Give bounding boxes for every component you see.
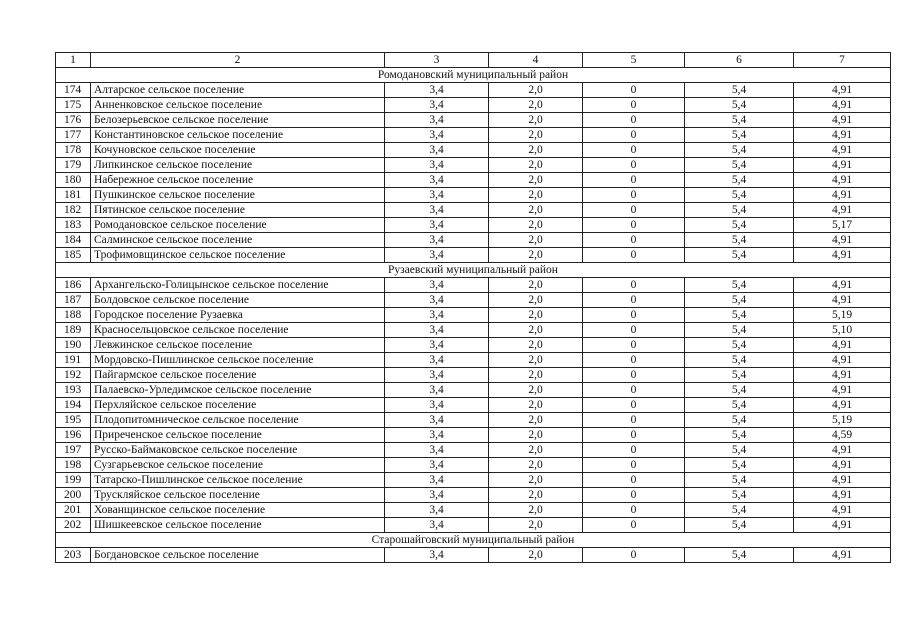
value-col3: 3,4 <box>385 473 489 488</box>
value-col4: 2,0 <box>489 413 583 428</box>
value-col5: 0 <box>583 503 685 518</box>
district-header-row <box>56 533 891 548</box>
value-col4: 2,0 <box>489 83 583 98</box>
table-row <box>56 203 891 218</box>
value-col7: 4,91 <box>794 128 891 143</box>
table-row <box>56 308 891 323</box>
value-col4: 2,0 <box>489 323 583 338</box>
value-col5: 0 <box>583 458 685 473</box>
value-col6: 5,4 <box>685 473 794 488</box>
settlement-name: Красносельцовское сельское поселение <box>91 323 385 338</box>
row-number: 182 <box>56 203 91 218</box>
value-col3: 3,4 <box>385 413 489 428</box>
row-number: 192 <box>56 368 91 383</box>
value-col3: 3,4 <box>385 443 489 458</box>
value-col4: 2,0 <box>489 293 583 308</box>
row-number: 183 <box>56 218 91 233</box>
value-col4: 2,0 <box>489 518 583 533</box>
table-row <box>56 368 891 383</box>
value-col3: 3,4 <box>385 113 489 128</box>
value-col3: 3,4 <box>385 218 489 233</box>
settlement-name: Белозерьевское сельское поселение <box>91 113 385 128</box>
value-col7: 5,19 <box>794 413 891 428</box>
value-col5: 0 <box>583 323 685 338</box>
value-col5: 0 <box>583 518 685 533</box>
value-col6: 5,4 <box>685 233 794 248</box>
value-col6: 5,4 <box>685 158 794 173</box>
value-col7: 4,91 <box>794 83 891 98</box>
value-col7: 4,91 <box>794 143 891 158</box>
value-col5: 0 <box>583 83 685 98</box>
settlement-name: Пушкинское сельское поселение <box>91 188 385 203</box>
row-number: 185 <box>56 248 91 263</box>
column-header: 2 <box>91 53 385 68</box>
value-col7: 4,91 <box>794 398 891 413</box>
settlement-name: Трускляйское сельское поселение <box>91 488 385 503</box>
row-number: 179 <box>56 158 91 173</box>
value-col4: 2,0 <box>489 203 583 218</box>
value-col3: 3,4 <box>385 188 489 203</box>
value-col6: 5,4 <box>685 113 794 128</box>
value-col4: 2,0 <box>489 353 583 368</box>
value-col5: 0 <box>583 353 685 368</box>
value-col4: 2,0 <box>489 383 583 398</box>
row-number: 187 <box>56 293 91 308</box>
value-col5: 0 <box>583 278 685 293</box>
value-col5: 0 <box>583 398 685 413</box>
table-row <box>56 398 891 413</box>
table-row <box>56 383 891 398</box>
value-col7: 5,10 <box>794 323 891 338</box>
row-number: 195 <box>56 413 91 428</box>
value-col6: 5,4 <box>685 398 794 413</box>
value-col4: 2,0 <box>489 368 583 383</box>
value-col5: 0 <box>583 308 685 323</box>
settlement-name: Пайгармское сельское поселение <box>91 368 385 383</box>
district-title: Старошайговский муниципальный район <box>56 533 891 548</box>
value-col7: 4,91 <box>794 248 891 263</box>
settlement-name: Левжинское сельское поселение <box>91 338 385 353</box>
value-col4: 2,0 <box>489 503 583 518</box>
value-col7: 5,19 <box>794 308 891 323</box>
value-col5: 0 <box>583 143 685 158</box>
row-number: 174 <box>56 83 91 98</box>
value-col3: 3,4 <box>385 158 489 173</box>
value-col7: 4,91 <box>794 458 891 473</box>
value-col3: 3,4 <box>385 83 489 98</box>
value-col6: 5,4 <box>685 143 794 158</box>
settlement-name: Болдовское сельское поселение <box>91 293 385 308</box>
value-col3: 3,4 <box>385 98 489 113</box>
settlement-name: Палаевско-Урледимское сельское поселение <box>91 383 385 398</box>
settlement-name: Салминское сельское поселение <box>91 233 385 248</box>
value-col3: 3,4 <box>385 323 489 338</box>
value-col3: 3,4 <box>385 203 489 218</box>
table-row <box>56 323 891 338</box>
settlement-name: Русско-Баймаковское сельское поселение <box>91 443 385 458</box>
value-col6: 5,4 <box>685 248 794 263</box>
settlement-name: Плодопитомническое сельское поселение <box>91 413 385 428</box>
table-row <box>56 353 891 368</box>
value-col5: 0 <box>583 428 685 443</box>
settlement-name: Набережное сельское поселение <box>91 173 385 188</box>
value-col6: 5,4 <box>685 488 794 503</box>
value-col3: 3,4 <box>385 503 489 518</box>
table-row <box>56 293 891 308</box>
value-col3: 3,4 <box>385 368 489 383</box>
settlement-name: Кочуновское сельское поселение <box>91 143 385 158</box>
value-col7: 4,91 <box>794 503 891 518</box>
value-col4: 2,0 <box>489 398 583 413</box>
row-number: 199 <box>56 473 91 488</box>
value-col3: 3,4 <box>385 353 489 368</box>
value-col7: 4,91 <box>794 278 891 293</box>
district-title: Ромодановский муниципальный район <box>56 68 891 83</box>
table-row <box>56 188 891 203</box>
value-col5: 0 <box>583 488 685 503</box>
value-col5: 0 <box>583 248 685 263</box>
row-number: 181 <box>56 188 91 203</box>
value-col6: 5,4 <box>685 83 794 98</box>
table-row <box>56 413 891 428</box>
value-col5: 0 <box>583 383 685 398</box>
row-number: 203 <box>56 548 91 563</box>
column-header: 1 <box>56 53 91 68</box>
column-header: 5 <box>583 53 685 68</box>
value-col6: 5,4 <box>685 128 794 143</box>
value-col7: 4,91 <box>794 353 891 368</box>
value-col5: 0 <box>583 338 685 353</box>
value-col7: 4,91 <box>794 233 891 248</box>
value-col3: 3,4 <box>385 278 489 293</box>
value-col4: 2,0 <box>489 188 583 203</box>
value-col7: 4,91 <box>794 113 891 128</box>
table-row <box>56 98 891 113</box>
row-number: 184 <box>56 233 91 248</box>
settlements-table <box>55 52 891 563</box>
value-col4: 2,0 <box>489 233 583 248</box>
value-col4: 2,0 <box>489 548 583 563</box>
settlement-name: Богдановское сельское поселение <box>91 548 385 563</box>
value-col4: 2,0 <box>489 308 583 323</box>
value-col3: 3,4 <box>385 398 489 413</box>
table-row <box>56 503 891 518</box>
row-number: 180 <box>56 173 91 188</box>
value-col6: 5,4 <box>685 443 794 458</box>
value-col7: 4,59 <box>794 428 891 443</box>
table-row <box>56 473 891 488</box>
settlement-name: Мордовско-Пишлинское сельское поселение <box>91 353 385 368</box>
value-col3: 3,4 <box>385 428 489 443</box>
value-col5: 0 <box>583 158 685 173</box>
value-col7: 4,91 <box>794 368 891 383</box>
table-row <box>56 338 891 353</box>
value-col6: 5,4 <box>685 188 794 203</box>
column-header: 7 <box>794 53 891 68</box>
table-row <box>56 173 891 188</box>
value-col6: 5,4 <box>685 293 794 308</box>
row-number: 186 <box>56 278 91 293</box>
settlement-name: Пятинское сельское поселение <box>91 203 385 218</box>
value-col5: 0 <box>583 173 685 188</box>
table-body <box>56 53 891 563</box>
column-header: 4 <box>489 53 583 68</box>
value-col6: 5,4 <box>685 548 794 563</box>
value-col4: 2,0 <box>489 458 583 473</box>
table-row <box>56 428 891 443</box>
table-row <box>56 548 891 563</box>
value-col6: 5,4 <box>685 428 794 443</box>
value-col5: 0 <box>583 113 685 128</box>
settlement-name: Шишкеевское сельское поселение <box>91 518 385 533</box>
row-number: 198 <box>56 458 91 473</box>
settlement-name: Перхляйское сельское поселение <box>91 398 385 413</box>
table-row <box>56 158 891 173</box>
value-col7: 4,91 <box>794 338 891 353</box>
table-row <box>56 143 891 158</box>
value-col6: 5,4 <box>685 98 794 113</box>
value-col4: 2,0 <box>489 143 583 158</box>
value-col5: 0 <box>583 368 685 383</box>
value-col5: 0 <box>583 98 685 113</box>
district-title: Рузаевский муниципальный район <box>56 263 891 278</box>
value-col5: 0 <box>583 293 685 308</box>
table-row <box>56 83 891 98</box>
value-col5: 0 <box>583 218 685 233</box>
value-col6: 5,4 <box>685 173 794 188</box>
value-col5: 0 <box>583 188 685 203</box>
settlement-name: Липкинское сельское поселение <box>91 158 385 173</box>
value-col7: 4,91 <box>794 443 891 458</box>
value-col3: 3,4 <box>385 173 489 188</box>
value-col7: 4,91 <box>794 173 891 188</box>
value-col6: 5,4 <box>685 383 794 398</box>
row-number: 190 <box>56 338 91 353</box>
table-row <box>56 488 891 503</box>
settlement-name: Приреченское сельское поселение <box>91 428 385 443</box>
value-col4: 2,0 <box>489 218 583 233</box>
value-col5: 0 <box>583 128 685 143</box>
row-number: 177 <box>56 128 91 143</box>
settlement-name: Трофимовщинское сельское поселение <box>91 248 385 263</box>
value-col7: 4,91 <box>794 158 891 173</box>
row-number: 191 <box>56 353 91 368</box>
value-col6: 5,4 <box>685 368 794 383</box>
value-col4: 2,0 <box>489 248 583 263</box>
value-col3: 3,4 <box>385 338 489 353</box>
column-header: 3 <box>385 53 489 68</box>
column-header: 6 <box>685 53 794 68</box>
row-number: 178 <box>56 143 91 158</box>
row-number: 200 <box>56 488 91 503</box>
settlement-name: Сузгарьевское сельское поселение <box>91 458 385 473</box>
value-col7: 5,17 <box>794 218 891 233</box>
value-col3: 3,4 <box>385 143 489 158</box>
value-col6: 5,4 <box>685 203 794 218</box>
value-col7: 4,91 <box>794 383 891 398</box>
row-number: 189 <box>56 323 91 338</box>
value-col3: 3,4 <box>385 488 489 503</box>
value-col6: 5,4 <box>685 503 794 518</box>
value-col3: 3,4 <box>385 128 489 143</box>
table-row <box>56 278 891 293</box>
value-col4: 2,0 <box>489 128 583 143</box>
table-row <box>56 233 891 248</box>
value-col4: 2,0 <box>489 443 583 458</box>
row-number: 197 <box>56 443 91 458</box>
value-col4: 2,0 <box>489 428 583 443</box>
row-number: 201 <box>56 503 91 518</box>
value-col5: 0 <box>583 548 685 563</box>
row-number: 193 <box>56 383 91 398</box>
value-col3: 3,4 <box>385 518 489 533</box>
value-col7: 4,91 <box>794 473 891 488</box>
value-col6: 5,4 <box>685 338 794 353</box>
value-col7: 4,91 <box>794 98 891 113</box>
column-header-row <box>56 53 891 68</box>
value-col4: 2,0 <box>489 278 583 293</box>
row-number: 196 <box>56 428 91 443</box>
value-col3: 3,4 <box>385 383 489 398</box>
value-col3: 3,4 <box>385 233 489 248</box>
table-row <box>56 128 891 143</box>
value-col3: 3,4 <box>385 458 489 473</box>
value-col4: 2,0 <box>489 158 583 173</box>
value-col5: 0 <box>583 473 685 488</box>
value-col6: 5,4 <box>685 218 794 233</box>
settlement-name: Константиновское сельское поселение <box>91 128 385 143</box>
value-col5: 0 <box>583 203 685 218</box>
value-col4: 2,0 <box>489 173 583 188</box>
value-col7: 4,91 <box>794 293 891 308</box>
value-col3: 3,4 <box>385 548 489 563</box>
value-col3: 3,4 <box>385 293 489 308</box>
settlement-name: Хованщинское сельское поселение <box>91 503 385 518</box>
table-row <box>56 218 891 233</box>
settlement-name: Татарско-Пишлинское сельское поселение <box>91 473 385 488</box>
district-header-row <box>56 68 891 83</box>
table-row <box>56 518 891 533</box>
value-col5: 0 <box>583 443 685 458</box>
value-col4: 2,0 <box>489 473 583 488</box>
table-row <box>56 248 891 263</box>
table-row <box>56 458 891 473</box>
value-col7: 4,91 <box>794 188 891 203</box>
value-col6: 5,4 <box>685 353 794 368</box>
settlement-name: Анненковское сельское поселение <box>91 98 385 113</box>
value-col7: 4,91 <box>794 488 891 503</box>
value-col7: 4,91 <box>794 203 891 218</box>
row-number: 175 <box>56 98 91 113</box>
row-number: 194 <box>56 398 91 413</box>
row-number: 176 <box>56 113 91 128</box>
value-col6: 5,4 <box>685 413 794 428</box>
district-header-row <box>56 263 891 278</box>
value-col6: 5,4 <box>685 518 794 533</box>
row-number: 188 <box>56 308 91 323</box>
row-number: 202 <box>56 518 91 533</box>
value-col3: 3,4 <box>385 248 489 263</box>
value-col5: 0 <box>583 413 685 428</box>
value-col6: 5,4 <box>685 458 794 473</box>
value-col4: 2,0 <box>489 98 583 113</box>
value-col3: 3,4 <box>385 308 489 323</box>
value-col5: 0 <box>583 233 685 248</box>
table-row <box>56 443 891 458</box>
value-col6: 5,4 <box>685 308 794 323</box>
value-col6: 5,4 <box>685 323 794 338</box>
settlement-name: Алтарское сельское поселение <box>91 83 385 98</box>
settlement-name: Архангельско-Голицынское сельское поселение <box>91 278 385 293</box>
settlement-name: Ромодановское сельское поселение <box>91 218 385 233</box>
value-col6: 5,4 <box>685 278 794 293</box>
settlement-name: Городское поселение Рузаевка <box>91 308 385 323</box>
value-col7: 4,91 <box>794 548 891 563</box>
value-col4: 2,0 <box>489 338 583 353</box>
value-col7: 4,91 <box>794 518 891 533</box>
value-col4: 2,0 <box>489 488 583 503</box>
table-row <box>56 113 891 128</box>
value-col4: 2,0 <box>489 113 583 128</box>
